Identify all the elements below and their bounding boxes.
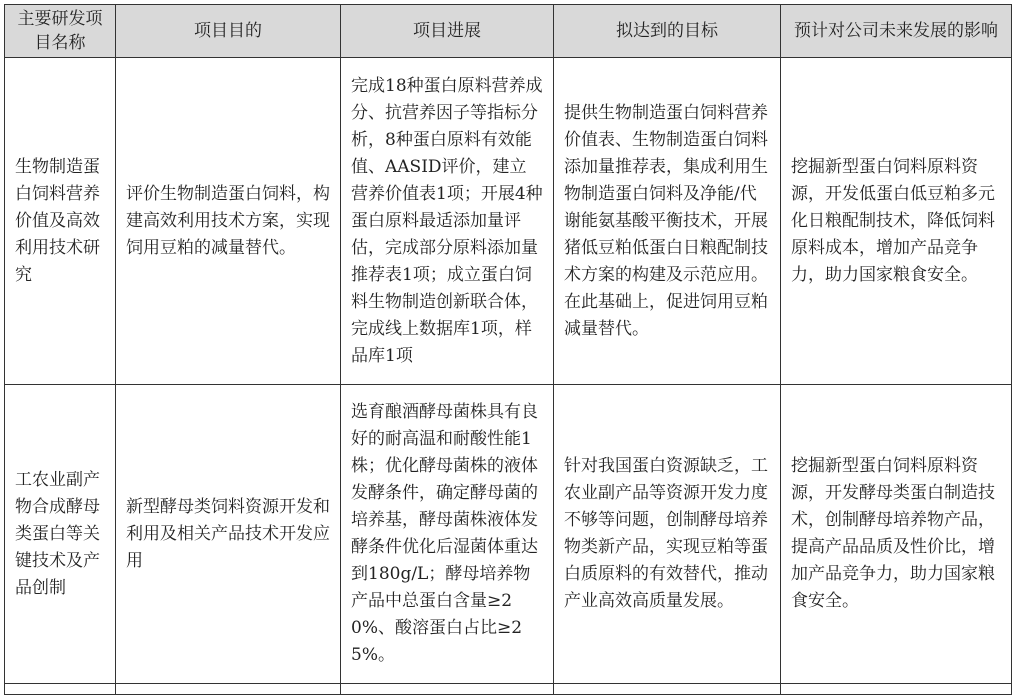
project-progress-cell: 选育酿酒酵母菌株具有良好的耐高温和耐酸性能1株；优化酵母菌株的液体发酵条件，确定酵母菌的培养基，酵母菌株液体发酵条件优化后湿菌体重达到180g/L；酵母培养物产品中总蛋白含量≥20%、酸溶蛋白占比≥25%。 [341, 385, 554, 684]
header-project-progress: 项目进展 [341, 5, 554, 58]
empty-cell [781, 684, 1012, 695]
header-project-name: 主要研发项目名称 [5, 5, 116, 58]
table-row [5, 385, 1012, 684]
table-row [5, 58, 1012, 385]
project-progress-cell: 完成18种蛋白原料营养成分、抗营养因子等指标分析，8种蛋白原料有效能值、AASID评价，建立营养价值表1项；开展4种蛋白原料最适添加量评估，完成部分原料添加量推荐表1项；成立蛋白饲料生物制造创新联合体，完成线上数据库1项，样品库1项 [341, 58, 554, 385]
target-goal-cell: 针对我国蛋白资源缺乏，工农业副产品等资源开发力度不够等问题，创制酵母培养物类新产品，实现豆粕等蛋白质原料的有效替代，推动产业高效高质量发展。 [554, 385, 781, 684]
table-header-row [5, 5, 1012, 58]
future-impact-cell: 挖掘新型蛋白饲料原料资源，开发低蛋白低豆粕多元化日粮配制技术，降低饲料原料成本，增加产品竞争力，助力国家粮食安全。 [781, 58, 1012, 385]
empty-cell [5, 684, 116, 695]
header-target-goal: 拟达到的目标 [554, 5, 781, 58]
header-project-purpose: 项目目的 [116, 5, 341, 58]
empty-cell [341, 684, 554, 695]
target-goal-cell: 提供生物制造蛋白饲料营养价值表、生物制造蛋白饲料添加量推荐表，集成利用生物制造蛋白饲料及净能/代谢能氨基酸平衡技术，开展猪低豆粕低蛋白日粮配制技术方案的构建及示范应用。在此基础上，促进饲用豆粕减量替代。 [554, 58, 781, 385]
project-purpose-cell: 评价生物制造蛋白饲料，构建高效利用技术方案，实现饲用豆粕的减量替代。 [116, 58, 341, 385]
project-purpose-cell: 新型酵母类饲料资源开发和利用及相关产品技术开发应用 [116, 385, 341, 684]
table-row-cutoff [5, 684, 1012, 695]
header-future-impact: 预计对公司未来发展的影响 [781, 5, 1012, 58]
future-impact-cell: 挖掘新型蛋白饲料原料资源，开发酵母类蛋白制造技术，创制酵母培养物产品，提高产品品质及性价比，增加产品竞争力，助力国家粮食安全。 [781, 385, 1012, 684]
rd-projects-table [4, 4, 1012, 695]
project-name-cell: 工农业副产物合成酵母类蛋白等关键技术及产品创制 [5, 385, 116, 684]
project-name-cell: 生物制造蛋白饲料营养价值及高效利用技术研究 [5, 58, 116, 385]
empty-cell [554, 684, 781, 695]
empty-cell [116, 684, 341, 695]
